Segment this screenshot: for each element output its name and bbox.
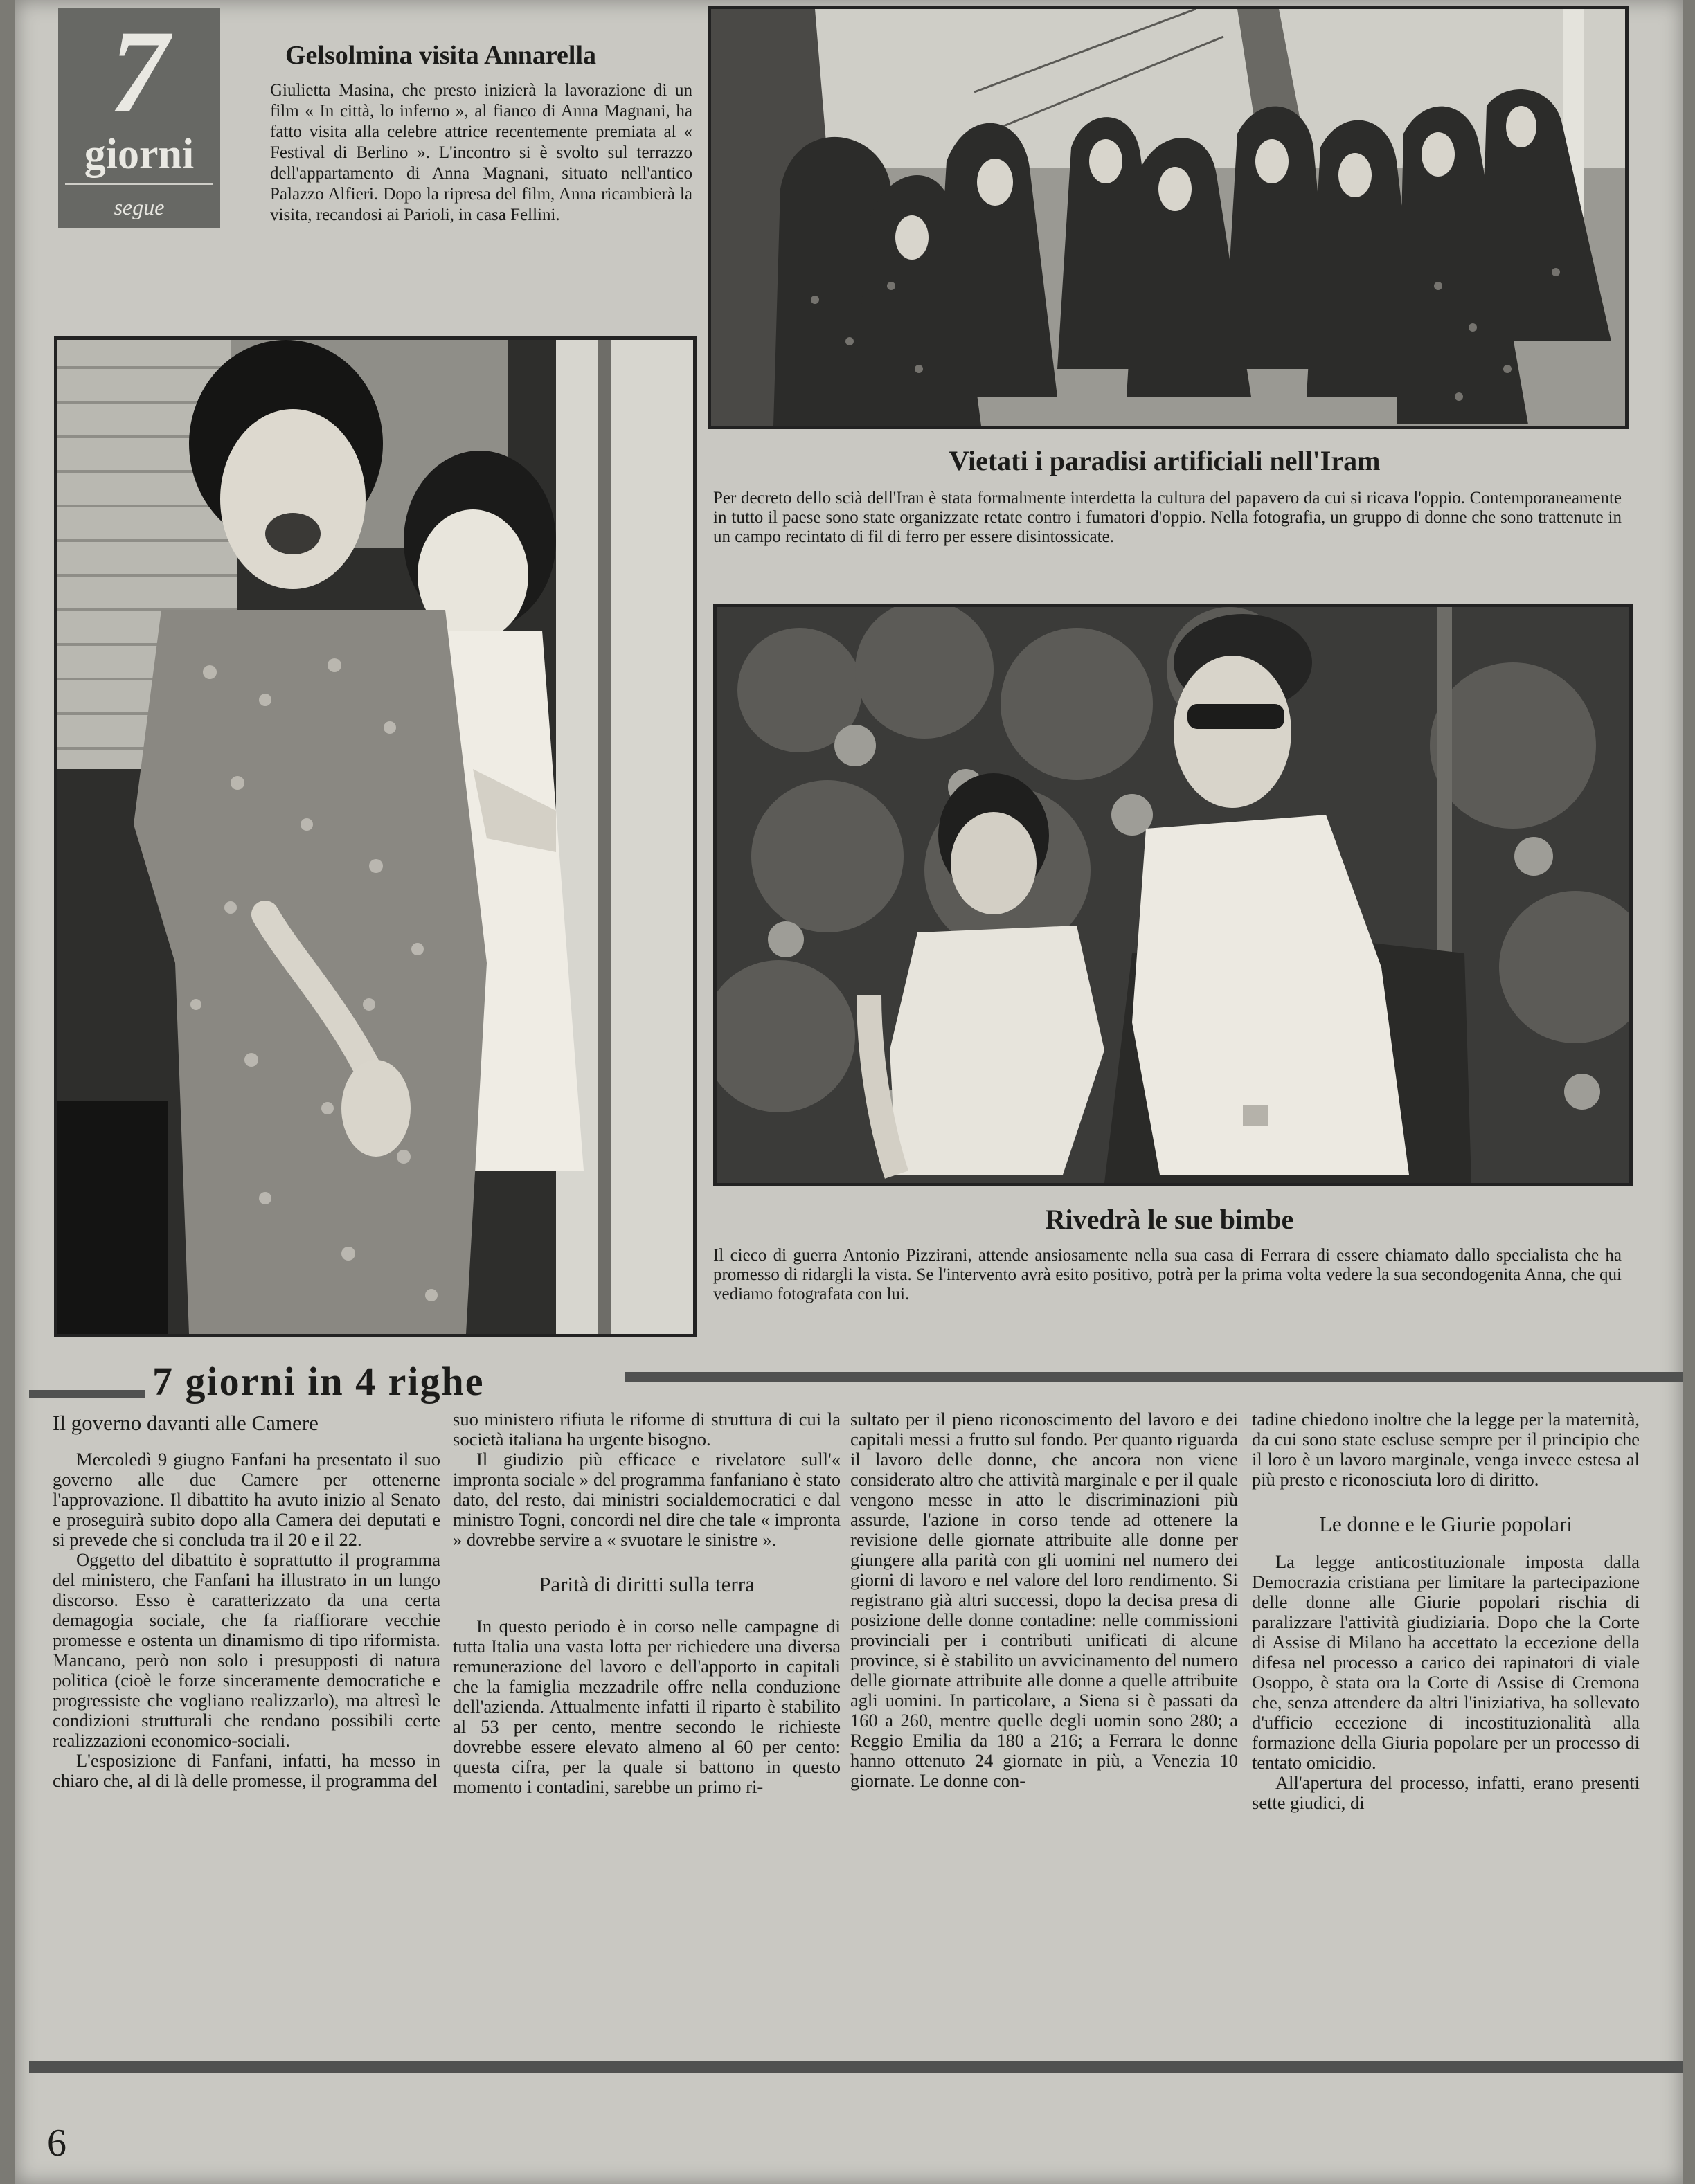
- col3-paragraph-1: sultato per il pieno riconoscimento del lavoro e dei capitali messi a frutto sul fondo. Per quanto riguarda il lavoro delle donne, che ancora non viene considerato altro che attività marginale e per il quale vengono messe in atto le discriminazioni più assurde, l'azione in corso tende ad ottenere la revisione delle giornate attribuite alle donne per giungere alla parità con gli uomini nel numero dei giorni di lavoro e nel valore del loro rendimento. Si registrano già altri successi, dopo la decisa presa di posizione delle donne contadine: nelle commissioni provinciali per i contributi unificati di alcune province, si è stabilito un avvicinamento del numero delle giornate attribuite alle donne a quelle attribuite agli uomini. In particolare, a Siena si è passati da 160 a 260, mentre quelle degli uomin sono 280; a Reggio Emilia da 180 a 216; a Ferrara le donne hanno ottenuto 24 giornate in più, a Venezia 10 giornate. Le donne con-: [850, 1409, 1238, 1791]
- gelsomina-text: Giulietta Masina, che presto inizierà la lavorazione di un film « In città, lo inferno », al fianco di Anna Magnani, ha fatto visita alla celebre attrice recentemente premiata al « Festival di Berlino ». L'incontro si è svolto sul terrazzo dell'appartamento di Anna Magnani, situato nell'antico Palazzo Alfieri. Dopo la ripresa del film, Anna ricambierà la visita, recandosi ai Parioli, in casa Fellini.: [270, 81, 692, 224]
- section-rule-left: [29, 1390, 145, 1398]
- photo-pizzirani-daughter: [713, 604, 1633, 1186]
- gelsomina-title: Gelsolmina visita Annarella: [285, 41, 597, 70]
- iran-title: Vietati i paradisi artificiali nell'Iram: [949, 445, 1381, 476]
- magazine-page: [15, 0, 1683, 2184]
- col1-paragraph-1: Mercoledì 9 giugno Fanfani ha presentato il suo governo alle due Camere per ottenerne l'approvazione. Il dibattito ha avuto inizio al Senato e proseguirà subito dopo alla Camera dei deputati e si prevede che si concluda tra il 20 e il 22.: [53, 1449, 440, 1550]
- col4-paragraph-2: La legge anticostituzionale imposta dalla Democrazia cristiana per limitare la partecipazione delle donne alle Giurie popolari rischia di paralizzare l'attività giudiziaria. Dopo che la Corte di Assise di Milano ha accettato la eccezione della difesa nel processo a carico dei rapinatori di viale Osoppo, è stata ora la Corte di Assise di Cremona che, senza attendere da altri l'iniziativa, ha sollevato d'ufficio eccezione di incostituzionalità alla formazione della Giuria popolare per un processo di tentato omicidio.: [1252, 1551, 1640, 1773]
- heading-governo: Il governo davanti alle Camere: [53, 1411, 319, 1435]
- column-1: [53, 1409, 440, 1791]
- page-number: 6: [47, 2122, 66, 2165]
- col1-paragraph-3: L'esposizione di Fanfani, infatti, ha messo in chiaro che, al di là delle promesse, il programma del: [53, 1750, 440, 1791]
- heading-giurie: Le donne e le Giurie popolari: [1319, 1512, 1572, 1536]
- column-4: [1252, 1409, 1640, 1813]
- col4-paragraph-3: All'apertura del processo, infatti, erano presenti sette giudici, di: [1252, 1772, 1640, 1813]
- photo-iran-women: [708, 6, 1629, 429]
- rivedra-text: Il cieco di guerra Antonio Pizzirani, attende ansiosamente nella sua casa di Ferrara di essere chiamato dallo specialista che ha promesso di ridargli la vista. Se l'intervento avrà esito positivo, potrà per la prima volta vedere la sua secondogenita Anna, che qui vediamo fotografata con lui.: [713, 1246, 1622, 1303]
- photo-magnani-masina: [54, 336, 697, 1337]
- col2-paragraph-1: suo ministero rifiuta le riforme di struttura di cui la società italiana ha urgente bisogno.: [453, 1409, 841, 1450]
- column-2: [453, 1409, 841, 1797]
- col2-paragraph-2: Il giudizio più efficace e rivelatore sull'« impronta sociale » del programma fanfaniano è stato dato, del resto, dai ministri socialdemocratici e dal ministro Togni, concordi nel dire che tale « impronta » dovrebbe servire a « svuotare le sinistre ».: [453, 1449, 841, 1550]
- iran-text: Per decreto dello scià dell'Iran è stata formalmente interdetta la cultura del papavero da cui si ricava l'oppio. Contemporaneamente in tutto il paese sono state organizzate retate contro i fumatori d'oppio. Nella fotografia, un gruppo di donne che sono trattenute in un campo recintato di fil di ferro per essere disintossicate.: [713, 489, 1622, 546]
- heading-parita: Parità di diritti sulla terra: [539, 1572, 755, 1596]
- section-rule-right: [625, 1372, 1683, 1382]
- bottom-rule: [29, 2061, 1683, 2073]
- col1-paragraph-2: Oggetto del dibattito è soprattutto il programma del ministero, che Fanfani ha illustrato in un lungo discorso. Esso è caratterizzato da una certa demagogia sociale, che fa riaffiorare vecchie promesse e ostenta un dinamismo di tipo riformista. Mancano, però non solo i presupposti di natura politica (cioè le forze sinceramente democratiche e progressiste che vogliano realizzarlo), ma altresì le condizioni strutturali che rendano possibili certe realizzazioni economico-sociali.: [53, 1549, 440, 1751]
- rivedra-title: Rivedrà le sue bimbe: [1045, 1204, 1294, 1235]
- logo-number: 7: [109, 6, 169, 136]
- logo-segue: segue: [114, 195, 165, 219]
- column-3: [850, 1409, 1238, 1791]
- seven-giorni-logo: [58, 8, 220, 228]
- logo-word: giorni: [65, 130, 213, 185]
- section-title: 7 giorni in 4 righe: [152, 1359, 485, 1404]
- col4-paragraph-1: tadine chiedono inoltre che la legge per la maternità, da cui sono state escluse sempre per il principio che il loro è un lavoro marginale, venga invece estesa al più presto e riconosciuta loro di diritto.: [1252, 1409, 1640, 1490]
- col2-paragraph-3: In questo periodo è in corso nelle campagne di tutta Italia una vasta lotta per richiedere una diversa remunerazione del lavoro e dell'apporto in capitali che la famiglia mezzadrile offre nella conduzione dell'azienda. Attualmente infatti il riparto è stabilito al 53 per cento, mentre secondo le richieste dovrebbe essere elevato almeno al 60 per cento: questa cifra, per la quale si battono in questo momento i contadini, sarebbe un primo ri-: [453, 1616, 841, 1797]
